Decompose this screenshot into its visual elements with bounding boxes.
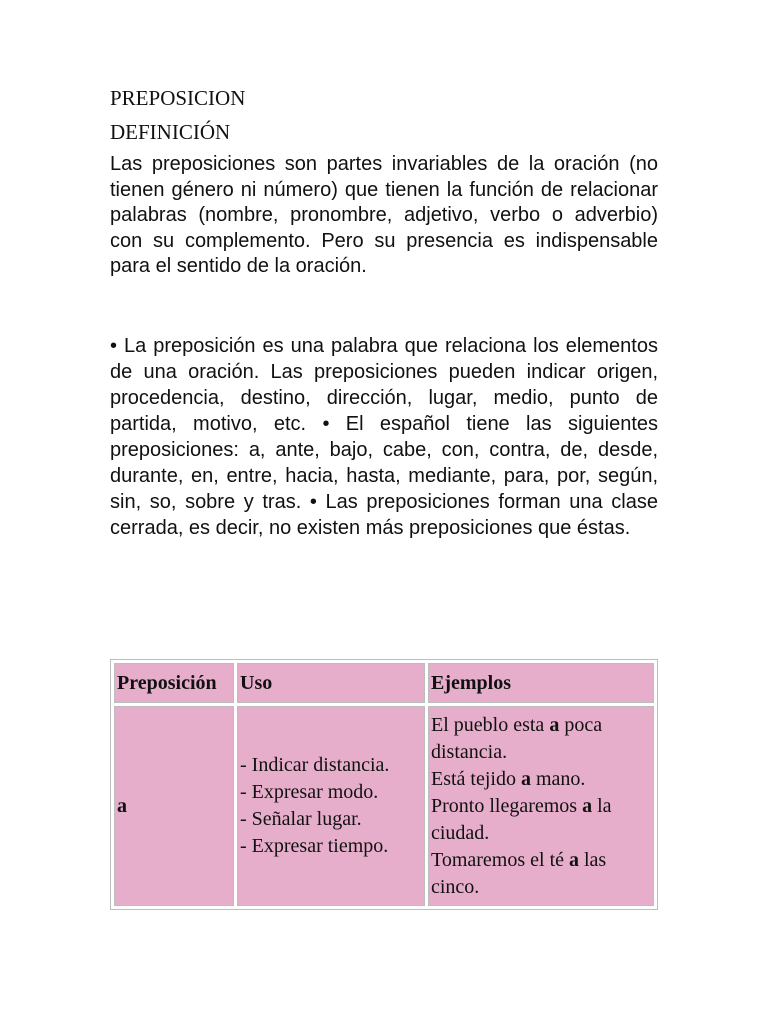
header-ejemplos: Ejemplos — [428, 663, 654, 703]
table-header-row — [114, 663, 654, 703]
example-preposition: a — [569, 848, 579, 871]
document-heading: PREPOSICION — [110, 86, 246, 110]
table-row — [114, 706, 654, 906]
example-preposition: a — [520, 767, 531, 790]
example-text: El pueblo esta — [431, 713, 550, 736]
example-item — [431, 847, 651, 901]
prepositions-table — [110, 659, 658, 910]
example-item — [431, 793, 651, 847]
example-item — [431, 712, 651, 766]
example-text: Está tejido — [431, 767, 521, 790]
document-page — [110, 84, 658, 541]
example-text: las cinco. — [431, 848, 607, 898]
cell-examples — [428, 706, 654, 906]
example-text: la ciudad. — [431, 794, 612, 844]
example-item — [431, 766, 651, 793]
example-text: mano. — [530, 767, 586, 790]
example-preposition: a — [549, 713, 560, 736]
example-text: poca distancia. — [431, 713, 603, 763]
use-item: - Indicar distancia. — [240, 754, 390, 776]
document-subheading: DEFINICIÓN — [110, 120, 231, 144]
header-uso: Uso — [237, 663, 425, 703]
definition-paragraph: Las preposiciones son partes invariables de la oración (no tienen género ni número) que tienen la función de relacionar palabras (nombre, pronombre, adjetivo, verbo o adverbio) con su complemento. Pero su presencia es indispensable para el sentido de la oración. — [110, 153, 658, 277]
example-preposition: a — [582, 794, 593, 817]
cell-preposition: a — [114, 706, 234, 906]
example-text: Tomaremos el té — [431, 848, 569, 871]
cell-uses — [237, 706, 425, 906]
use-item: - Expresar tiempo. — [240, 835, 389, 857]
use-item: - Expresar modo. — [240, 781, 379, 803]
bullet-paragraph: • La preposición es una palabra que relaciona los elementos de una oración. Las preposiciones pueden indicar origen, procedencia, destino, dirección, lugar, medio, punto de partida, motivo, etc. • El español tiene las siguientes preposiciones: a, ante, bajo, cabe, con, contra, de, desde, durante, en, entre, hacia, hasta, mediante, para, por, según, sin, so, sobre y tras. • Las preposiciones forman una clase cerrada, es decir, no existen más preposiciones que éstas. — [110, 334, 658, 539]
example-text: Pronto llegaremos — [431, 794, 583, 817]
use-item: - Señalar lugar. — [240, 808, 362, 830]
header-preposition: Preposición — [114, 663, 234, 703]
